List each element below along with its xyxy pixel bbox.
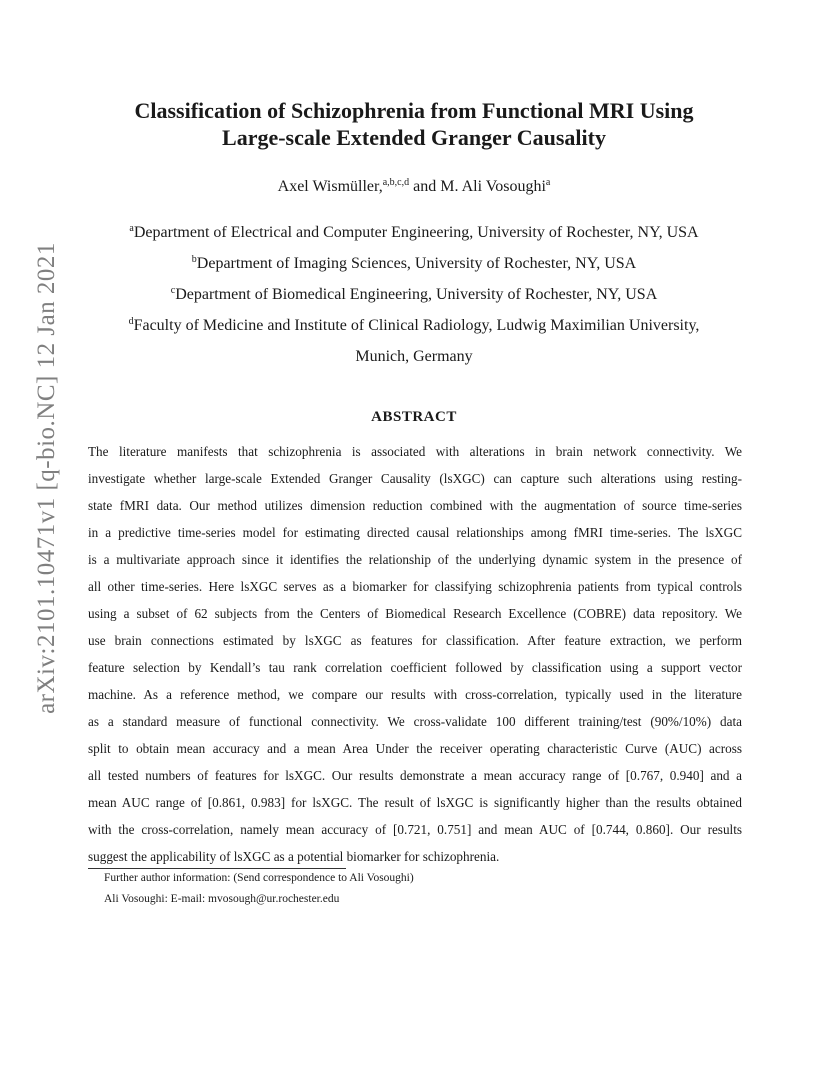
abstract-line: using a subset of 62 subjects from the Centers of Biomedical Research Excellence (COBRE) data repository. We (88, 606, 742, 621)
affiliation-d-continued (88, 348, 740, 366)
abstract-line: feature selection by Kendall’s tau rank correlation coefficient followed by classification using a support vector (88, 660, 742, 675)
author-2-name: M. Ali Vosoughi (440, 178, 546, 195)
abstract-line: all tested numbers of features for lsXGC. Our results demonstrate a mean accuracy range of [0.767, 0.940] and a (88, 768, 742, 783)
arxiv-identifier-text: arXiv:2101.10471v1 [q-bio.NC] 12 Jan 2021 (33, 242, 60, 714)
abstract-line: investigate whether large-scale Extended Granger Causality (lsXGC) can capture such alterations using resting- (88, 471, 742, 486)
author-2-affiliation-marks: a (545, 177, 551, 188)
affiliation-d (88, 317, 740, 335)
abstract-line: use brain connections estimated by lsXGC as features for classification. After feature extraction, we perform (88, 633, 742, 648)
affiliation-text: Department of Biomedical Engineering, University of Rochester, NY, USA (175, 286, 658, 303)
abstract-line: all other time-series. Here lsXGC serves as a biomarker for classifying schizophrenia patients from typical controls (88, 579, 742, 594)
abstract-heading: ABSTRACT (371, 409, 457, 425)
paper-title (88, 97, 740, 151)
arxiv-identifier (22, 242, 72, 714)
footnote-email: Ali Vosoughi: E-mail: mvosough@ur.rochester.edu (104, 893, 340, 905)
footnote-divider (88, 868, 346, 869)
abstract-line: suggest the applicability of lsXGC as a potential biomarker for schizophrenia. (88, 849, 500, 864)
abstract-line: The literature manifests that schizophrenia is associated with alterations in brain network connectivity. We (88, 444, 742, 459)
title-line-1: Classification of Schizophrenia from Functional MRI Using (134, 98, 694, 123)
abstract-line: in a predictive time-series model for estimating directed causal relationships among fMRI time-series. The lsXGC (88, 525, 742, 540)
abstract-line: machine. As a reference method, we compare our results with cross-correlation, typically used in the literature (88, 687, 742, 702)
footnote-author-info: Further author information: (Send correspondence to Ali Vosoughi) (104, 872, 414, 884)
author-1-name: Axel Wismüller, (277, 178, 383, 195)
author-connector: and (409, 178, 441, 195)
abstract-line: mean AUC range of [0.861, 0.983] for lsXGC. The result of lsXGC is significantly higher than the results obtained (88, 795, 742, 810)
affiliation-mark: a (129, 223, 134, 234)
abstract-line: split to obtain mean accuracy and a mean Area Under the receiver operating characteristic Curve (AUC) across (88, 741, 742, 756)
abstract-line: as a standard measure of functional connectivity. We cross-validate 100 different training/test (90%/10%) data (88, 714, 742, 729)
affiliation-text: Munich, Germany (355, 348, 473, 365)
affiliation-mark: c (170, 285, 176, 296)
affiliation-c (88, 286, 740, 304)
affiliation-text: Department of Electrical and Computer Engineering, University of Rochester, NY, USA (133, 224, 699, 241)
abstract-line: with the cross-correlation, namely mean accuracy of [0.721, 0.751] and mean AUC of [0.744, 0.860]. Our results (88, 822, 742, 837)
title-line-2: Large-scale Extended Granger Causality (222, 125, 606, 150)
author-list (88, 178, 740, 196)
abstract-line: is a multivariate approach since it identifies the relationship of the underlying dynamic system in the presence of (88, 552, 742, 567)
affiliation-a (88, 224, 740, 242)
affiliation-mark: d (128, 316, 134, 327)
affiliation-mark: b (191, 254, 197, 265)
abstract-line: state fMRI data. Our method utilizes dimension reduction combined with the augmentation of source time-series (88, 498, 742, 513)
affiliation-text: Faculty of Medicine and Institute of Clinical Radiology, Ludwig Maximilian University, (133, 317, 700, 334)
author-1-affiliation-marks: a,b,c,d (382, 177, 410, 188)
affiliation-text: Department of Imaging Sciences, University of Rochester, NY, USA (196, 255, 637, 272)
affiliation-b (88, 255, 740, 273)
